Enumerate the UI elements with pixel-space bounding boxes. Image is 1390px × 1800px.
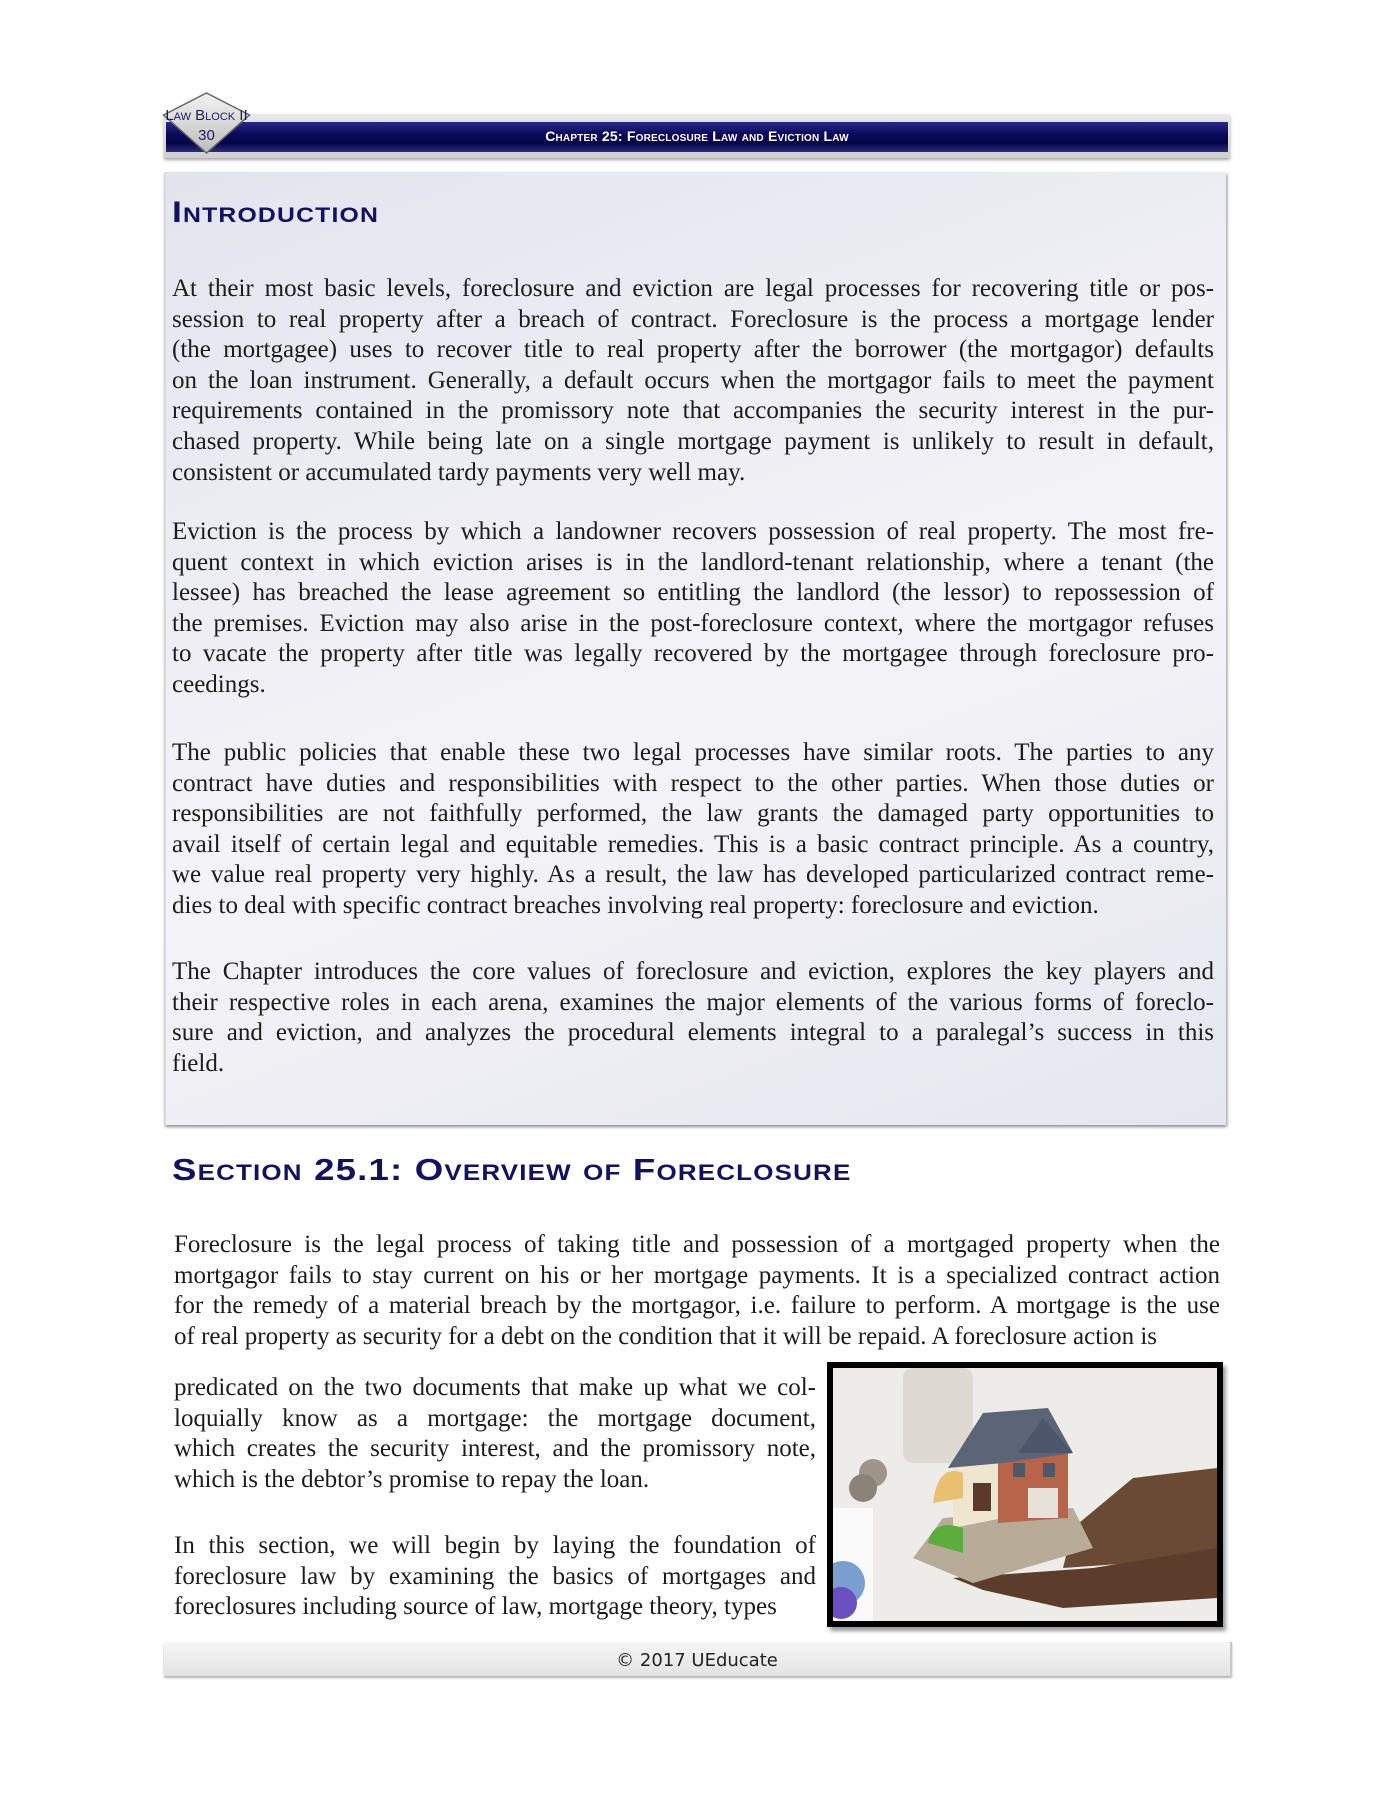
page-number: 30 xyxy=(198,127,215,144)
copyright-text: © 2017 UEducate xyxy=(616,1650,778,1671)
text-line: contract have duties and responsibilities with respect to the other parties. When those duties or xyxy=(172,769,1214,797)
text-line: ceedings. xyxy=(172,670,266,698)
page-footer xyxy=(164,1642,1232,1676)
text-line: (the mortgagee) uses to recover title to real property after the borrower (the mortgagor) defaults xyxy=(172,336,1214,364)
chapter-header-bar xyxy=(166,122,1228,152)
intro-paragraph-2 xyxy=(172,517,1214,701)
text-line: consistent or accumulated tardy payments very well may. xyxy=(172,458,746,486)
text-line: which creates the security interest, and the promissory note, xyxy=(174,1435,816,1463)
text-line: foreclosures including source of law, mortgage theory, types xyxy=(174,1593,777,1621)
text-line: The public policies that enable these two legal processes have similar roots. The parties to any xyxy=(172,739,1214,766)
text-line: for the remedy of a material breach by the mortgagor, i.e. failure to perform. A mortgage is the use xyxy=(174,1292,1220,1320)
section-paragraph-2 xyxy=(174,1373,816,1495)
text-line: field. xyxy=(172,1049,225,1077)
text-line: lessee) has breached the lease agreement so entitling the landlord (the lessor) to repossession of xyxy=(172,579,1214,607)
text-line: avail itself of certain legal and equitable remedies. This is a basic contract principle. As a country, xyxy=(172,830,1214,858)
text-line: predicated on the two documents that make up what we col- xyxy=(174,1374,816,1401)
introduction-heading: Introduction xyxy=(172,196,380,229)
text-line: Eviction is the process by which a landowner recovers possession of real property. The most fre- xyxy=(172,518,1214,545)
text-line: we value real property very highly. As a result, the law has developed particularized contract reme- xyxy=(172,861,1214,889)
intro-paragraph-1 xyxy=(172,274,1214,488)
text-line: the premises. Eviction may also arise in the post-foreclosure context, where the mortgagor refuses xyxy=(172,609,1214,637)
text-line: At their most basic levels, foreclosure and eviction are legal processes for recovering title or pos- xyxy=(172,275,1214,302)
text-line: mortgagor fails to stay current on his or her mortgage payments. It is a specialized contract action xyxy=(174,1261,1220,1289)
text-line: on the loan instrument. Generally, a default occurs when the mortgagor fails to meet the payment xyxy=(172,366,1214,394)
text-line: The Chapter introduces the core values of foreclosure and eviction, explores the key players and xyxy=(172,958,1214,985)
text-line: which is the debtor’s promise to repay the loan. xyxy=(174,1465,650,1493)
text-line: loquially know as a mortgage: the mortgage document, xyxy=(174,1404,816,1432)
text-line: sure and eviction, and analyzes the procedural elements integral to a paralegal’s success in this xyxy=(172,1019,1214,1047)
section-paragraph-1 xyxy=(174,1230,1220,1352)
section-paragraph-3 xyxy=(174,1531,816,1623)
block-label: Law Block II xyxy=(165,107,248,124)
section-heading: Section 25.1: Overview of Foreclosure xyxy=(172,1152,852,1187)
house-model-illustration xyxy=(833,1368,1217,1621)
text-line: Foreclosure is the legal process of taking title and possession of a mortgaged property when the xyxy=(174,1231,1220,1258)
intro-paragraph-4 xyxy=(172,957,1214,1079)
text-line: to vacate the property after title was legally recovered by the mortgagee through foreclosure pro- xyxy=(172,640,1214,668)
text-line: their respective roles in each arena, examines the major elements of the various forms of foreclo- xyxy=(172,988,1214,1016)
text-line: requirements contained in the promissory note that accompanies the security interest in the pur- xyxy=(172,397,1214,425)
text-line: dies to deal with specific contract breaches involving real property: foreclosure and eviction. xyxy=(172,891,1099,919)
badge-text xyxy=(157,106,256,146)
chapter-title: Chapter 25: Foreclosure Law and Eviction Law xyxy=(545,128,849,144)
text-line: chased property. While being late on a single mortgage payment is unlikely to result in default, xyxy=(172,427,1214,455)
intro-paragraph-3 xyxy=(172,738,1214,922)
text-line: responsibilities are not faithfully performed, the law grants the damaged party opportunities to xyxy=(172,800,1214,828)
house-in-hands-photo xyxy=(827,1362,1223,1627)
text-line: In this section, we will begin by laying the foundation of xyxy=(174,1532,816,1559)
text-line: quent context in which eviction arises is in the landlord-tenant relationship, where a tenant (the xyxy=(172,548,1214,576)
text-line: session to real property after a breach of contract. Foreclosure is the process a mortgage lender xyxy=(172,305,1214,333)
text-line: foreclosure law by examining the basics of mortgages and xyxy=(174,1562,816,1590)
text-line: of real property as security for a debt on the condition that it will be repaid. A foreclosure action is xyxy=(174,1322,1158,1350)
